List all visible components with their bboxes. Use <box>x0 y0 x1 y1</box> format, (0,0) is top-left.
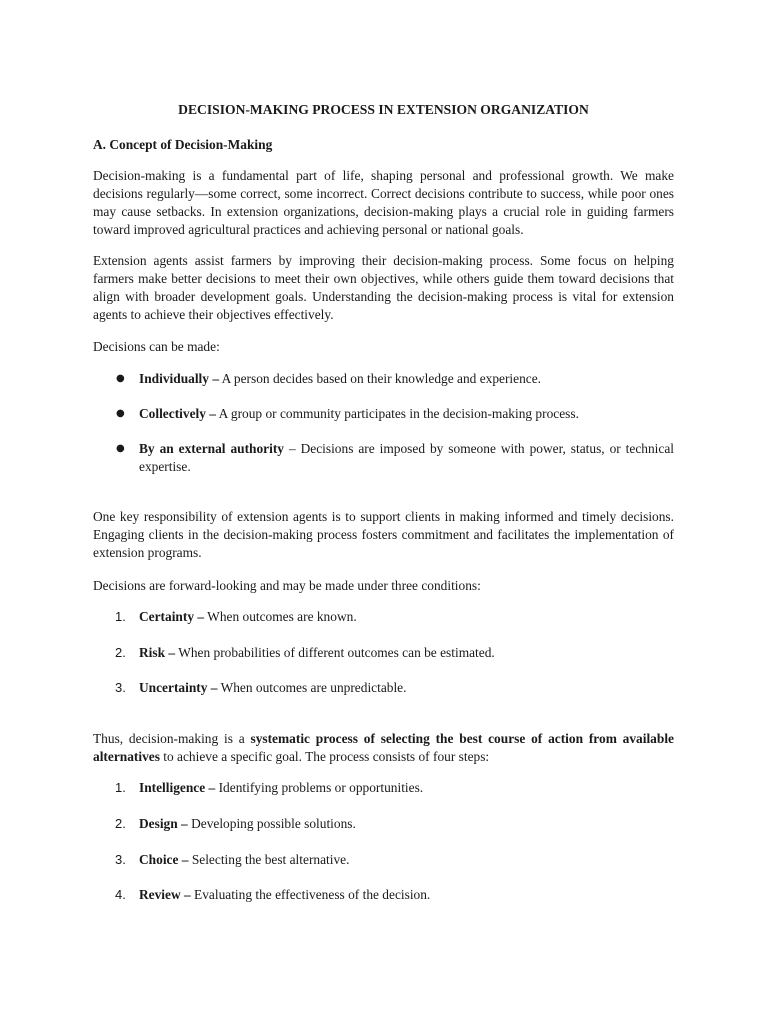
list-item-number: 4. <box>115 887 126 902</box>
list-item-desc: When outcomes are unpredictable. <box>217 680 407 695</box>
list-item-number: 1. <box>115 780 126 795</box>
list-item-number: 2. <box>115 645 126 660</box>
list-item-desc: Evaluating the effectiveness of the decision. <box>190 887 431 902</box>
list-item-term: Intelligence – <box>139 780 216 795</box>
list-item-term: Uncertainty – <box>139 680 218 695</box>
list-item-term: Risk – <box>139 645 176 660</box>
list-item-term: Collectively – <box>139 406 216 421</box>
list-item-desc: Identifying problems or opportunities. <box>215 780 424 795</box>
list-item-desc: Selecting the best alternative. <box>188 852 350 867</box>
paragraph-decisions-can-be-made: Decisions can be made: <box>93 339 220 354</box>
list-item-term: Design – <box>139 816 188 831</box>
list-item-desc: Developing possible solutions. <box>187 816 356 831</box>
list-item-desc: – Decisions are imposed by someone with power, status, or technical expertise. <box>139 441 674 474</box>
list-item-number: 3. <box>115 852 126 867</box>
list-item-term: By an external authority <box>139 441 285 456</box>
paragraph-intro: Decision-making is a fundamental part of life, shaping personal and professional growth. We make decisions regularly—some correct, some incorrect. Correct decisions contribute to success, while poor ones may cause setbacks. In extension organizations, decision-making plays a crucial role in guiding farmers toward improved agricultural practices and achieving personal or national goals. <box>93 168 674 237</box>
paragraph-extension-agents: Extension agents assist farmers by improving their decision-making process. Some focus on helping farmers make better decisions to meet their own objectives, while others guide them toward decisions that align with broader development goals. Understanding the decision-making process is vital for extension agents to achieve their objectives effectively. <box>93 253 674 322</box>
list-item-term: Review – <box>139 887 191 902</box>
list-item-number: 3. <box>115 680 126 695</box>
list-item-desc: When outcomes are known. <box>204 609 357 624</box>
list-item-desc: A person decides based on their knowledge and experience. <box>219 371 542 386</box>
list-item-desc: When probabilities of different outcomes can be estimated. <box>175 645 495 660</box>
bullet-icon: ● <box>116 443 125 454</box>
section-heading: A. Concept of Decision-Making <box>93 137 273 152</box>
list-item-term: Individually – <box>139 371 220 386</box>
paragraph-key-responsibility: One key responsibility of extension agents is to support clients in making informed and timely decisions. Engaging clients in the decision-making process fosters commitment and facilitates the implementation of extension programs. <box>93 509 674 560</box>
list-item-term: Choice – <box>139 852 189 867</box>
emphasis-definition: systematic process of selecting the best course of action from available alternatives <box>93 731 674 764</box>
list-item-number: 2. <box>115 816 126 831</box>
paragraph-systematic-process: Thus, decision-making is a systematic process of selecting the best course of action from available alternatives to achieve a specific goal. The process consists of four steps: <box>93 731 674 764</box>
list-item-number: 1. <box>115 609 126 624</box>
list-item-desc: A group or community participates in the decision-making process. <box>215 406 579 421</box>
paragraph-conditions-intro: Decisions are forward-looking and may be made under three conditions: <box>93 578 481 593</box>
document-title: DECISION-MAKING PROCESS IN EXTENSION ORGANIZATION <box>178 102 589 117</box>
list-item-term: Certainty – <box>139 609 205 624</box>
bullet-icon: ● <box>116 408 125 419</box>
bullet-icon: ● <box>116 373 125 384</box>
